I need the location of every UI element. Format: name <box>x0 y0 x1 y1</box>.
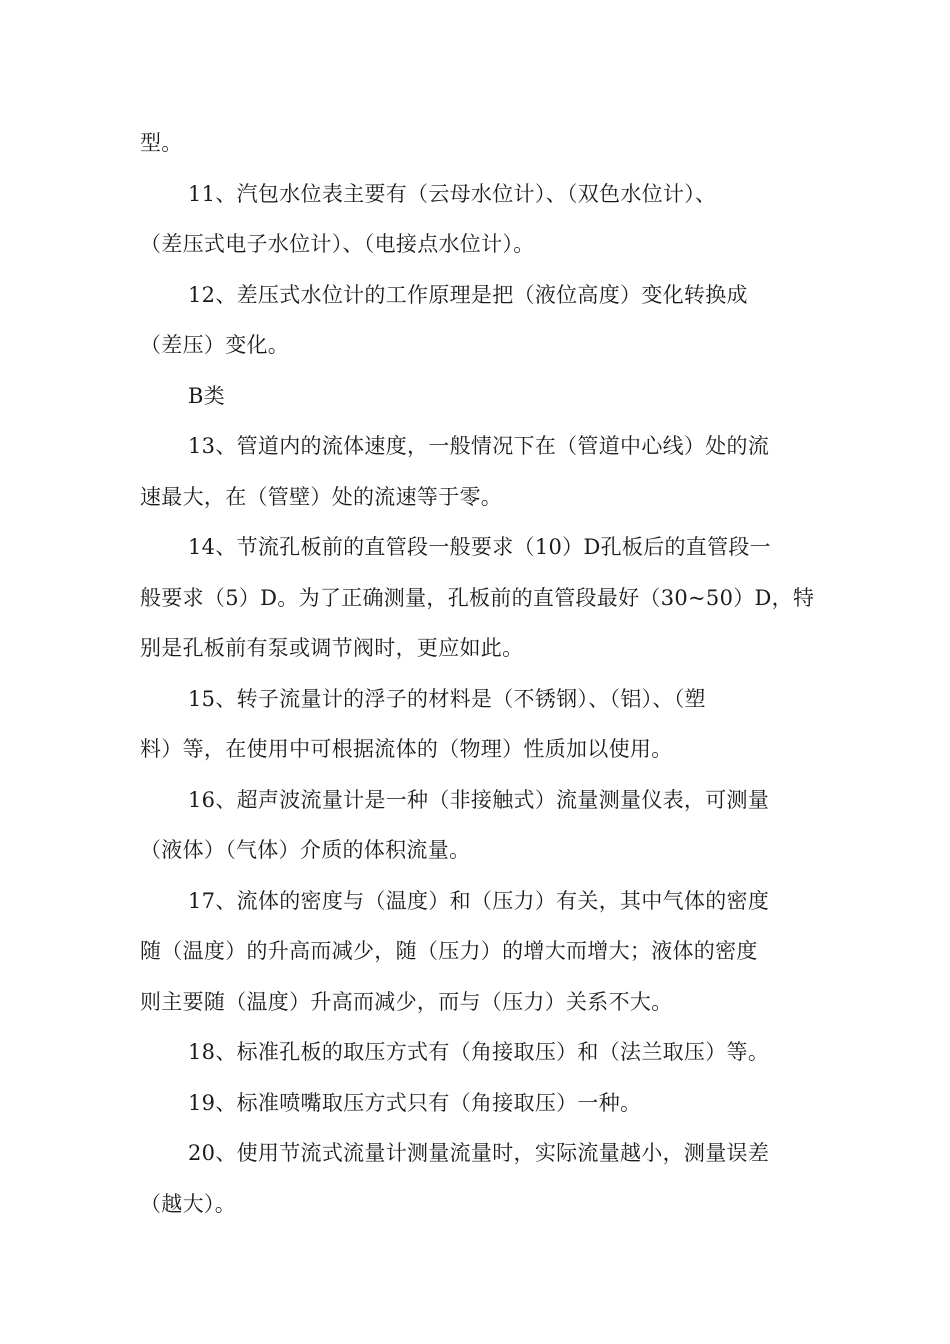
text-line: 12、差压式水位计的工作原理是把（液位高度）变化转换成 <box>188 282 748 307</box>
text-line: （液体）（气体）介质的体积流量。 <box>140 838 471 862</box>
text-line: 19、标准喷嘴取压方式只有（角接取压）一种。 <box>188 1090 642 1115</box>
section-heading: B类 <box>188 383 226 408</box>
text-line: 18、标准孔板的取压方式有（角接取压）和（法兰取压）等。 <box>188 1040 770 1064</box>
text-line: 11、汽包水位表主要有（云母水位计）、（双色水位计）、 <box>188 181 717 206</box>
document-body <box>140 118 815 1229</box>
text-line: 14、节流孔板前的直管段一般要求（10）D孔板后的直管段一 <box>188 535 771 559</box>
text-line: 17、流体的密度与（温度）和（压力）有关，其中气体的密度 <box>188 888 770 913</box>
text-line: 型。 <box>140 131 183 155</box>
text-line: 般要求（5）D。为了正确测量，孔板前的直管段最好（30~50）D，特 <box>140 585 815 610</box>
text-line: 随（温度）的升高而减少，随（压力）的增大而增大；液体的密度 <box>140 939 758 963</box>
text-line: （差压式电子水位计）、（电接点水位计）。 <box>140 232 535 256</box>
text-line: 则主要随（温度）升高而减少，而与（压力）关系不大。 <box>140 989 673 1014</box>
text-line: 20、使用节流式流量计测量流量时，实际流量越小，测量误差 <box>188 1141 770 1165</box>
text-line: 别是孔板前有泵或调节阀时，更应如此。 <box>140 636 524 660</box>
text-line: 速最大，在（管壁）处的流速等于零。 <box>140 484 503 509</box>
text-line: 15、转子流量计的浮子的材料是（不锈钢）、（铝）、（塑 <box>188 686 706 711</box>
text-line: 16、超声波流量计是一种（非接触式）流量测量仪表，可测量 <box>188 787 770 812</box>
text-line: 料）等，在使用中可根据流体的（物理）性质加以使用。 <box>140 737 673 761</box>
text-line: 13、管道内的流体速度，一般情况下在（管道中心线）处的流 <box>188 434 770 458</box>
text-line: （差压）变化。 <box>140 333 290 357</box>
text-line: （越大）。 <box>140 1191 236 1216</box>
